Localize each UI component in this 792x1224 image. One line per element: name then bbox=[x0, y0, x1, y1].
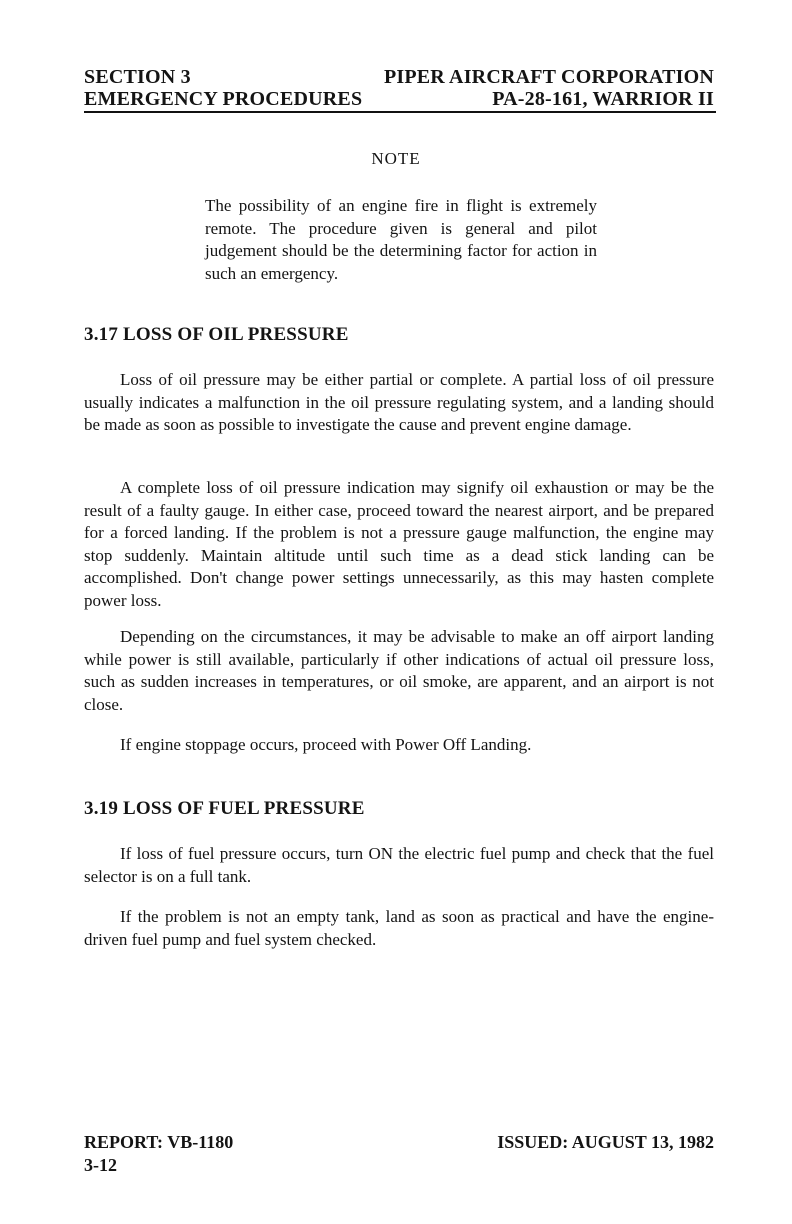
footer-page-number: 3-12 bbox=[84, 1155, 117, 1175]
section-heading-oil-pressure: 3.17 LOSS OF OIL PRESSURE bbox=[84, 324, 349, 345]
paragraph: Depending on the circumstances, it may be advisable to make an off airport landing while power is still available, particularly if other indications of actual oil pressure loss, such as sudden increases in temperatures, or oil smoke, are apparent, and an airport is not close. bbox=[84, 627, 714, 714]
paragraph: If the problem is not an empty tank, land as soon as practical and have the engine-driven fuel pump and fuel system checked. bbox=[84, 907, 714, 949]
header-section: SECTION 3 bbox=[84, 66, 191, 88]
note-text: The possibility of an engine fire in flight is extremely remote. The procedure given is general and pilot judgement should be the determining factor for action in such an emergency. bbox=[205, 196, 597, 284]
note-title: NOTE bbox=[371, 149, 421, 168]
paragraph: A complete loss of oil pressure indication may signify oil exhaustion or may be the result of a faulty gauge. In either case, proceed toward the nearest airport, and be prepared for a forced landing. If the problem is not a pressure gauge malfunction, the engine may stop suddenly. Maintain altitude until such time as a dead stick landing can be accomplished. Don't change power settings unnecessarily, as this may hasten complete power loss. bbox=[84, 478, 714, 610]
paragraph: If engine stoppage occurs, proceed with Power Off Landing. bbox=[120, 735, 532, 754]
header-company: PIPER AIRCRAFT CORPORATION bbox=[383, 66, 714, 88]
footer-issued-date: ISSUED: AUGUST 13, 1982 bbox=[497, 1132, 714, 1152]
header-divider bbox=[84, 111, 716, 113]
paragraph: Loss of oil pressure may be either partial or complete. A partial loss of oil pressure usually indicates a malfunction in the oil pressure regulating system, and a landing should be made as soon as possible to investigate the cause and prevent engine damage. bbox=[84, 370, 714, 435]
footer-report: REPORT: VB-1180 bbox=[84, 1132, 234, 1152]
section-heading-fuel-pressure: 3.19 LOSS OF FUEL PRESSURE bbox=[84, 798, 365, 819]
header-model: PA-28-161, WARRIOR II bbox=[492, 88, 714, 110]
paragraph: If loss of fuel pressure occurs, turn ON the electric fuel pump and check that the fuel selector is on a full tank. bbox=[84, 844, 714, 886]
header-chapter: EMERGENCY PROCEDURES bbox=[84, 88, 363, 110]
